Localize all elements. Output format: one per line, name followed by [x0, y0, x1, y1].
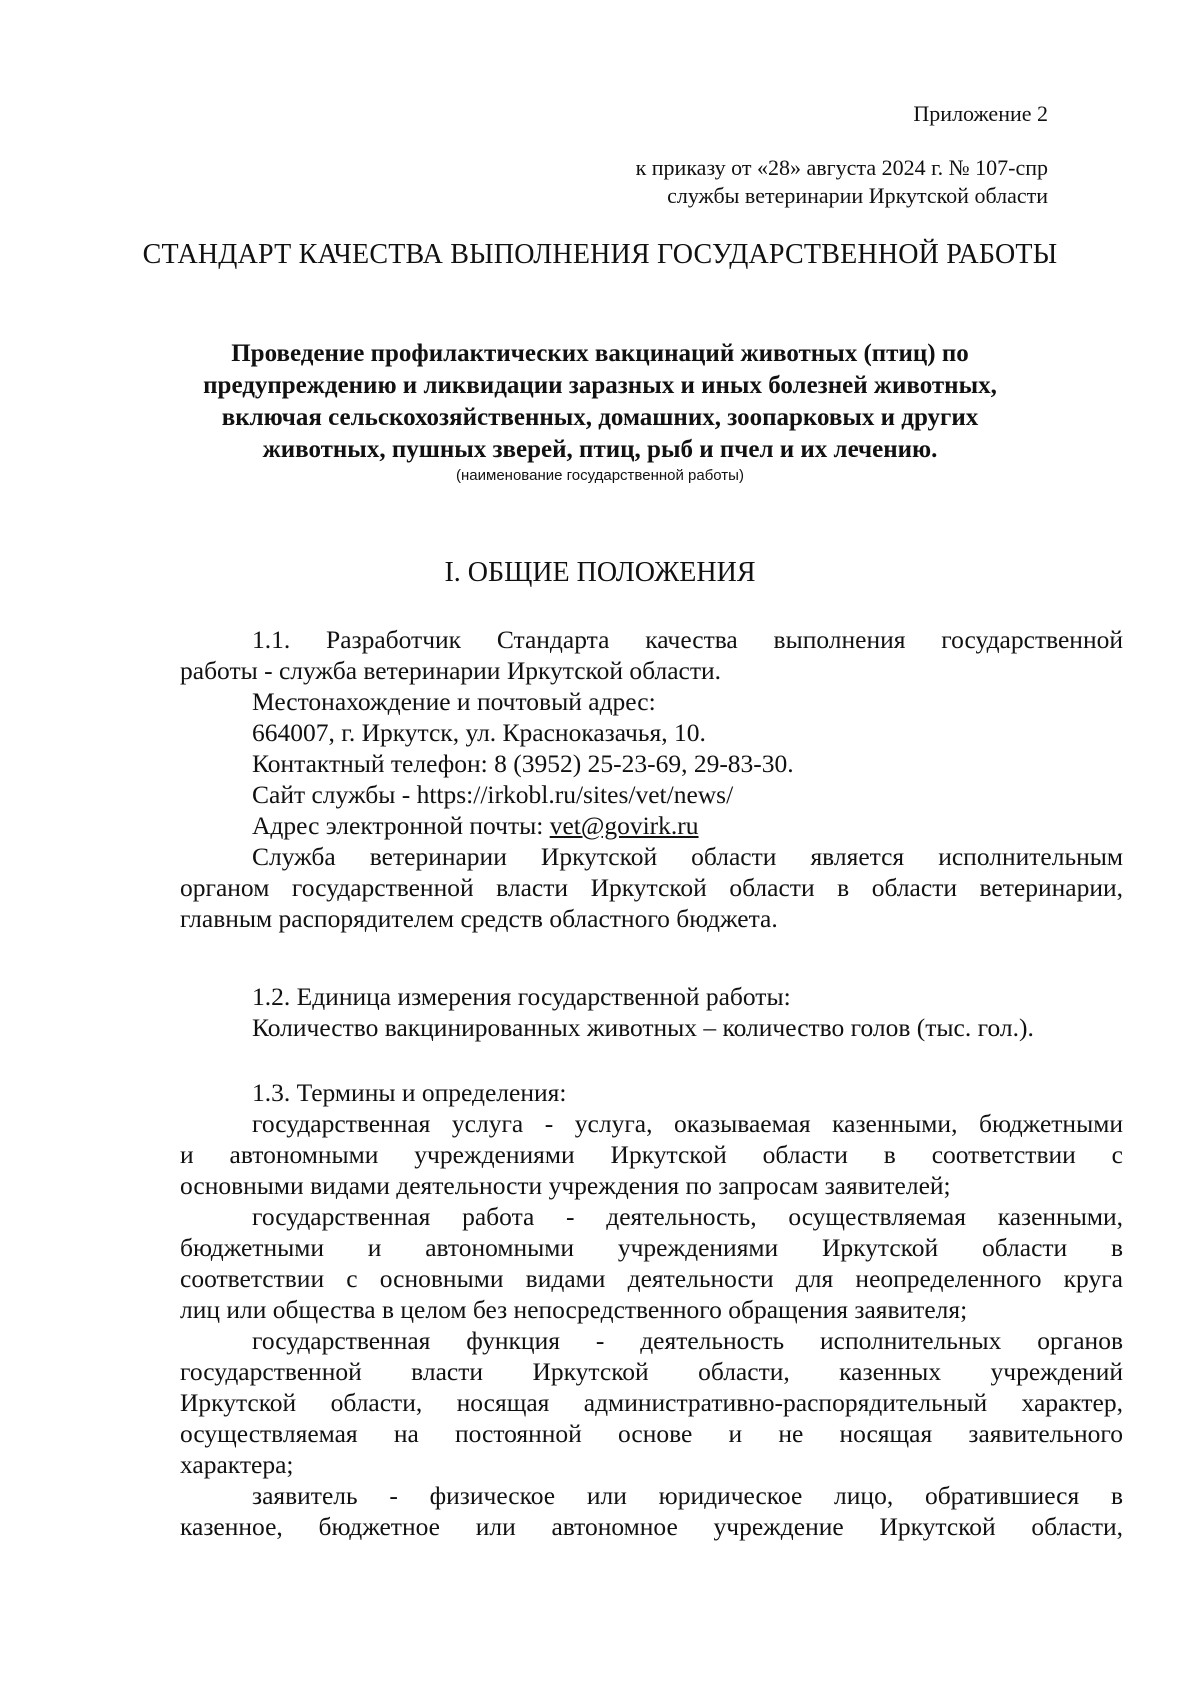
definition-line: заявитель - физическое или юридическое лицо, обратившиеся в	[252, 1481, 1123, 1510]
paragraph-line: органом государственной власти Иркутской области в области ветеринарии,	[180, 873, 1123, 902]
definition-line: соответствии с основными видами деятельности для неопределенного круга	[180, 1264, 1123, 1293]
paragraph-1-1	[180, 624, 1123, 934]
email-line	[180, 810, 1123, 841]
definition-line: основными видами деятельности учреждения по запросам заявителей;	[180, 1171, 951, 1200]
order-reference	[636, 154, 1048, 210]
terms-heading: 1.3. Термины и определения:	[252, 1078, 567, 1107]
paragraph-line: главным распорядителем средств областного бюджета.	[180, 904, 778, 933]
document-title: СТАНДАРТ КАЧЕСТВА ВЫПОЛНЕНИЯ ГОСУДАРСТВЕННОЙ РАБОТЫ	[142, 239, 1058, 270]
definition-line: лиц или общества в целом без непосредственного обращения заявителя;	[180, 1295, 968, 1324]
email-label: Адрес электронной почты:	[252, 811, 550, 840]
paragraph-1-2	[180, 981, 1123, 1043]
definition-line: государственной власти Иркутской области, казенных учреждений	[180, 1357, 1123, 1386]
annex-label: Приложение 2	[913, 101, 1048, 126]
paragraph-line: 1.2. Единица измерения государственной работы:	[252, 982, 791, 1011]
work-name-caption: (наименование государственной работы)	[456, 467, 744, 484]
paragraph-line: Количество вакцинированных животных – количество голов (тыс. гол.).	[252, 1013, 1034, 1042]
definition-line: бюджетными и автономными учреждениями Иркутской области в	[180, 1233, 1123, 1262]
order-line: службы ветеринарии Иркутской области	[667, 183, 1048, 208]
paragraph-line: Служба ветеринарии Иркутской области является исполнительным	[252, 842, 1123, 871]
definition-line: государственная функция - деятельность исполнительных органов	[252, 1326, 1123, 1355]
postal-address: 664007, г. Иркутск, ул. Красноказачья, 10.	[252, 718, 706, 747]
website: Сайт службы - https://irkobl.ru/sites/vet/news/	[252, 780, 734, 809]
definition-line: характера;	[180, 1450, 294, 1479]
definition-line: осуществляемая на постоянной основе и не носящая заявительного	[180, 1419, 1123, 1448]
contact-phone: Контактный телефон: 8 (3952) 25-23-69, 29-83-30.	[252, 749, 794, 778]
section-title: I. ОБЩИЕ ПОЛОЖЕНИЯ	[444, 557, 756, 588]
paragraph-1-3	[180, 1077, 1123, 1542]
address-label: Местонахождение и почтовый адрес:	[252, 687, 656, 716]
definition-line: Иркутской области, носящая административно-распорядительный характер,	[180, 1388, 1123, 1417]
definition-line: казенное, бюджетное или автономное учреждение Иркутской области,	[180, 1512, 1123, 1541]
work-name-line: включая сельскохозяйственных, домашних, зоопарковых и других	[221, 404, 979, 431]
email-link[interactable]: vet@govirk.ru	[549, 811, 699, 840]
definition-line: государственная работа - деятельность, осуществляемая казенными,	[252, 1202, 1123, 1231]
work-name-line: животных, пушных зверей, птиц, рыб и пчел и их лечению.	[262, 436, 938, 463]
definition-line: государственная услуга - услуга, оказываемая казенными, бюджетными	[252, 1109, 1123, 1138]
work-name	[150, 338, 1050, 466]
work-name-line: Проведение профилактических вакцинаций животных (птиц) по	[231, 340, 969, 367]
paragraph-line: работы - служба ветеринарии Иркутской области.	[180, 656, 722, 685]
order-line: к приказу от «28» августа 2024 г. № 107-спр	[635, 155, 1048, 180]
definition-line: и автономными учреждениями Иркутской области в соответствии с	[180, 1140, 1123, 1169]
work-name-line: предупреждению и ликвидации заразных и иных болезней животных,	[203, 372, 997, 399]
paragraph-line: 1.1. Разработчик Стандарта качества выполнения государственной	[252, 625, 1123, 654]
